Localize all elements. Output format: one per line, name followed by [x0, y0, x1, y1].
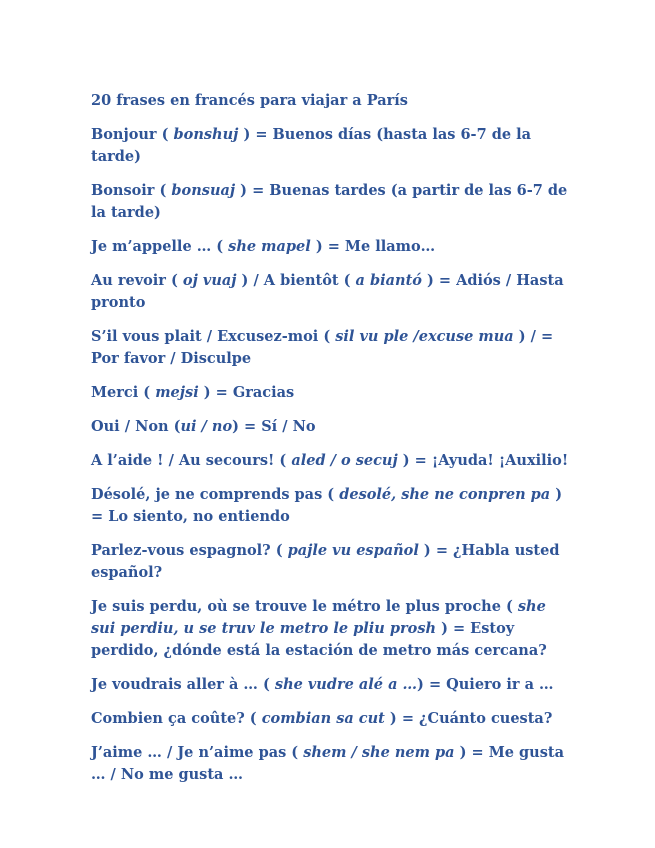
phrase-paragraph [91, 124, 571, 168]
phrase-text: Oui / Non ( [91, 418, 181, 435]
phrase-paragraph [91, 674, 571, 696]
phrase-text: ) = Sí / No [232, 418, 316, 435]
phrase-pronunciation: she mapel [228, 238, 311, 255]
phrase-text: Bonjour ( [91, 126, 174, 143]
phrase-text: ) = Buenas tardes (a partir de las 6-7 de la tarde) [91, 182, 568, 221]
phrase-paragraph [91, 382, 571, 404]
phrase-text: Parlez-vous espagnol? ( [91, 542, 288, 559]
phrase-text: S’il vous plait / Excusez-moi ( [91, 328, 336, 345]
phrase-pronunciation: desolé, she ne conpren pa [339, 486, 551, 503]
phrase-text: Au revoir ( [91, 272, 183, 289]
phrase-pronunciation: combian sa cut [261, 710, 385, 727]
phrase-text: Je m’appelle … ( [91, 238, 229, 255]
phrase-pronunciation: she vudre alé a … [274, 676, 418, 693]
phrase-text: Combien ça coûte? ( [91, 710, 262, 727]
phrase-text: ) = Adiós / Hasta pronto [91, 272, 564, 311]
phrase-pronunciation: she sui perdiu, u se truv le metro le pliu prosh [91, 598, 546, 637]
phrase-paragraph [91, 180, 571, 224]
phrase-text: ) = Me gusta … / No me gusta … [91, 744, 564, 783]
phrase-text: ) = ¿Cuánto cuesta? [384, 710, 553, 727]
phrase-pronunciation: a biantó [355, 272, 422, 289]
document-page [91, 90, 571, 798]
phrase-pronunciation: shem / she nem pa [303, 744, 455, 761]
phrase-pronunciation: oj vuaj [182, 272, 237, 289]
phrase-text: ) / = Por favor / Disculpe [91, 328, 554, 367]
phrase-text: ) = Me llamo… [310, 238, 436, 255]
phrase-text: J’aime … / Je n’aime pas ( [91, 744, 304, 761]
phrase-text: ) = Gracias [198, 384, 295, 401]
phrase-text: Désolé, je ne comprends pas ( [91, 486, 340, 503]
phrase-pronunciation: mejsi [155, 384, 199, 401]
phrase-paragraph [91, 596, 571, 662]
phrase-text: A l’aide ! / Au secours! ( [91, 452, 292, 469]
phrase-paragraph [91, 270, 571, 314]
phrase-pronunciation: pajle vu español [287, 542, 419, 559]
phrase-text: Je voudrais aller à … ( [91, 676, 275, 693]
phrase-pronunciation: ui / no [180, 418, 233, 435]
phrase-text: ) = Lo siento, no entiendo [91, 486, 563, 525]
phrase-text: Bonsoir ( [91, 182, 172, 199]
phrase-paragraph [91, 416, 571, 438]
phrase-paragraph [91, 742, 571, 786]
phrase-pronunciation: bonshuj [173, 126, 239, 143]
phrase-paragraph [91, 450, 571, 472]
phrase-list [91, 124, 571, 786]
phrase-text: ) = ¿Habla usted español? [91, 542, 560, 581]
phrase-paragraph [91, 484, 571, 528]
phrase-text: ) / A bientôt ( [236, 272, 356, 289]
phrase-text: ) = Buenos días (hasta las 6-7 de la tarde) [91, 126, 532, 165]
document-title: 20 frases en francés para viajar a París [91, 92, 408, 109]
phrase-paragraph [91, 326, 571, 370]
phrase-text: Merci ( [91, 384, 156, 401]
phrase-paragraph [91, 708, 571, 730]
phrase-text: ) = Quiero ir a … [417, 676, 554, 693]
phrase-text: ) = Estoy perdido, ¿dónde está la estación de metro más cercana? [91, 620, 547, 659]
phrase-pronunciation: sil vu ple /excuse mua [335, 328, 514, 345]
phrase-text: Je suis perdu, où se trouve le métro le plus proche ( [91, 598, 518, 615]
phrase-pronunciation: aled / o secuj [291, 452, 398, 469]
phrase-paragraph [91, 540, 571, 584]
phrase-text: ) = ¡Ayuda! ¡Auxilio! [397, 452, 569, 469]
phrase-pronunciation: bonsuaj [171, 182, 236, 199]
phrase-paragraph [91, 236, 571, 258]
